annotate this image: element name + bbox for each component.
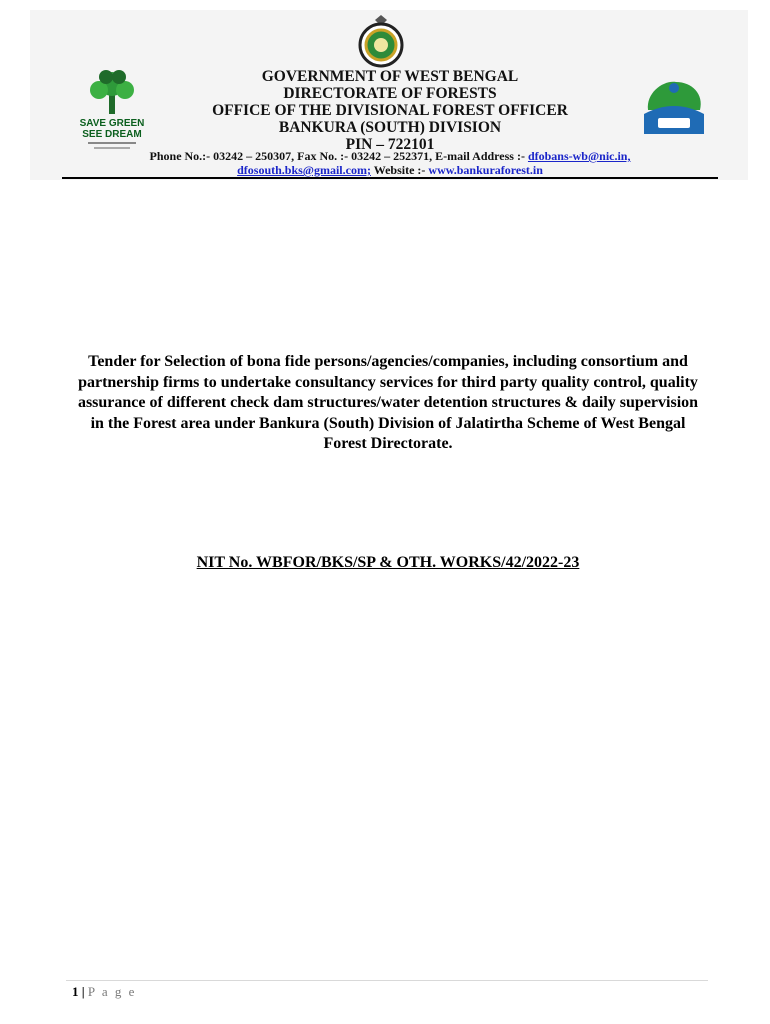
contact-phone-fax: Phone No.:- 03242 – 250307, Fax No. :- 03242 – 252371, E-mail Address :- xyxy=(149,149,528,163)
letterhead-divider xyxy=(62,177,718,179)
website-prefix: Website :- xyxy=(370,163,429,177)
forest-department-logo-icon xyxy=(636,74,712,140)
west-bengal-emblem-icon xyxy=(355,14,407,68)
logo-line-1: SAVE GREEN xyxy=(79,118,145,129)
page-footer xyxy=(72,984,136,1000)
contact-details xyxy=(60,149,720,177)
email-link-2[interactable]: dfosouth.bks@gmail.com; xyxy=(237,163,371,177)
directorate-line: DIRECTORATE OF FORESTS xyxy=(283,85,497,102)
government-line: GOVERNMENT OF WEST BENGAL xyxy=(261,68,519,85)
email-link-1[interactable]: dfobans-wb@nic.in, xyxy=(527,149,631,163)
division-line: BANKURA (SOUTH) DIVISION xyxy=(278,119,502,136)
pin-line: PIN – 722101 xyxy=(345,136,435,153)
website-link[interactable]: www.bankuraforest.in xyxy=(428,163,543,177)
office-line: OFFICE OF THE DIVISIONAL FOREST OFFICER xyxy=(212,102,568,119)
nit-number: NIT No. WBFOR/BKS/SP & OTH. WORKS/42/2022-23 xyxy=(196,554,580,571)
logo-line-2: SEE DREAM xyxy=(82,129,142,140)
page-number: 1 xyxy=(72,984,79,999)
letterhead-heading xyxy=(160,68,620,153)
save-green-tree-logo-icon xyxy=(66,66,158,154)
footer-separator: | xyxy=(81,984,85,999)
page-label: P a g e xyxy=(87,984,137,999)
footer-divider xyxy=(66,980,708,981)
tender-title: Tender for Selection of bona fide persons/agencies/companies, including consortium and partnership firms to undertake consultancy services for third party quality control, quality assurance of different check dam structures/water detention structures & daily supervision in the Forest area under Bankura (South) Division of Jalatirtha Scheme of West Bengal Forest Directorate. xyxy=(77,353,699,452)
